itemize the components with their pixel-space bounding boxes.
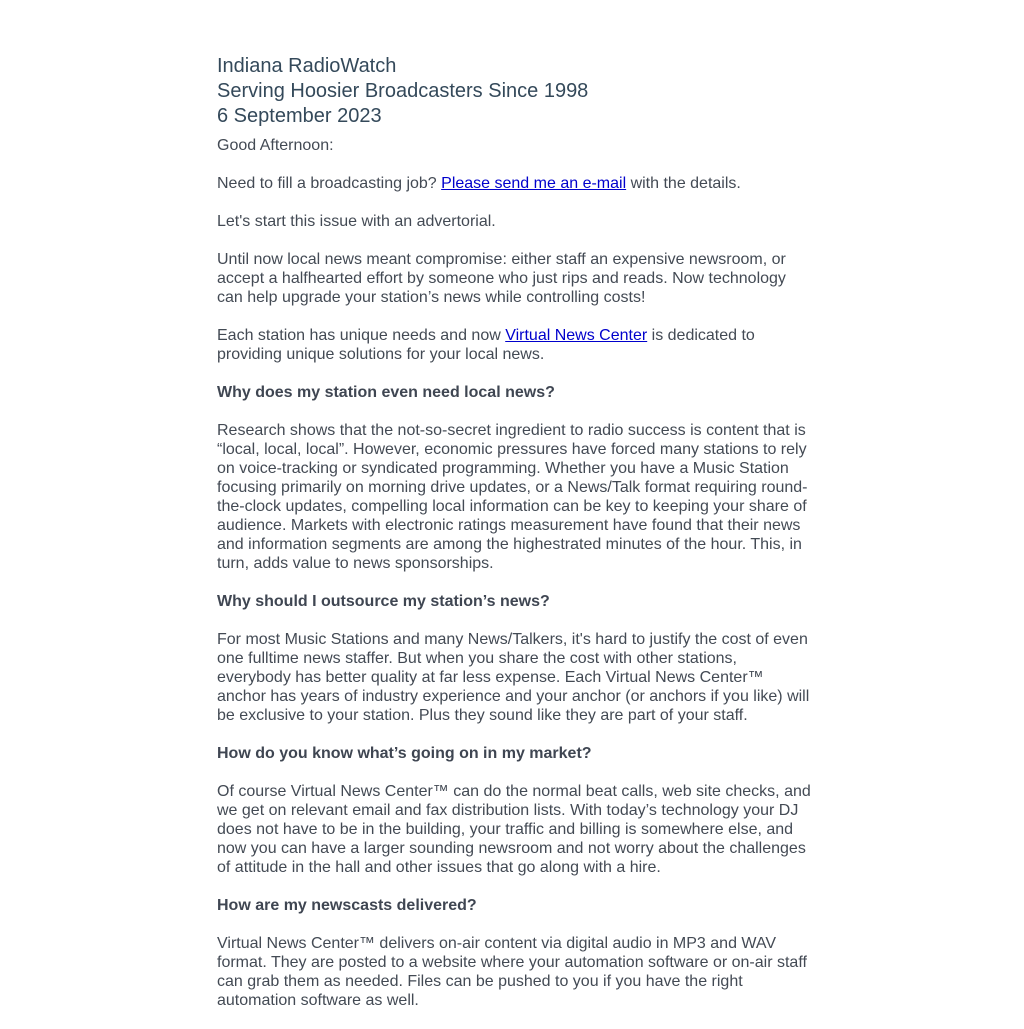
section-body: For most Music Stations and many News/Talkers, it's hard to justify the cost of even one fulltime news staffer. But when you share the cost with other stations, everybody has better quality at far less expense. Each Virtual News Center™ anchor has years of industry experience and your anchor (or anchors if you like) will be exclusive to your station. Plus they sound like they are part of your staff. [217,631,810,724]
section-body: Of course Virtual News Center™ can do the normal beat calls, web site checks, and we get on relevant email and fax distribution lists. With today’s technology your DJ does not have to be in the building, your traffic and billing is somewhere else, and now you can have a larger sounding newsroom and not worry about the challenges of attitude in the hall and other issues that go along with a hire. [217,783,811,876]
section-heading: How do you know what’s going on in my market? [217,745,592,762]
section-heading: Why does my station even need local news? [217,384,555,401]
p2-text-after: is dedicated to providing unique solutions for your local news. [217,327,755,363]
job-text: Need to fill a broadcasting job? [217,175,442,192]
email-link[interactable]: Please send me an e-mail [441,175,627,192]
job-paragraph [217,174,811,193]
section-body: Virtual News Center™ delivers on-air content via digital audio in MP3 and WAV format. They are posted to a website where your automation software or on-air staff can grab them as needed. Files can be pushed to you if you have the right automation software as well. [217,935,807,1009]
section-body: Research shows that the not-so-secret ingredient to radio success is content that is “local, local, local”. However, economic pressures have forced many stations to rely on voice-tracking or syndicated programming. Whether you have a Music Station focusing primarily on morning drive updates, or a News/Talk format requiring round-the-clock updates, compelling local information can be key to keeping your share of audience. Markets with electronic ratings measurement have found that their news and information segments are among the highestrated minutes of the hour. This, in turn, adds value to news sponsorships. [217,422,808,572]
newsletter [217,54,811,1029]
section-heading: Why should I outsource my station’s news? [217,593,550,610]
newsletter-title: Indiana RadioWatch [217,55,397,77]
p2-text: Each station has unique needs and now [217,327,506,344]
issue-date: 6 September 2023 [217,105,382,127]
newsletter-tagline: Serving Hoosier Broadcasters Since 1998 [217,80,589,102]
newsletter-header [217,54,811,129]
virtual-news-center-link[interactable]: Virtual News Center [505,327,648,344]
job-text-after: with the details. [626,175,741,192]
paragraph-compromise: Until now local news meant compromise: either staff an expensive newsroom, or accept a halfhearted effort by someone who just rips and reads. Now technology can help upgrade your station’s news while controlling costs! [217,251,786,306]
section-heading: How are my newscasts delivered? [217,897,477,914]
intro-paragraph: Let's start this issue with an advertorial. [217,213,496,230]
paragraph-unique-needs [217,326,811,364]
greeting: Good Afternoon: [217,137,334,154]
